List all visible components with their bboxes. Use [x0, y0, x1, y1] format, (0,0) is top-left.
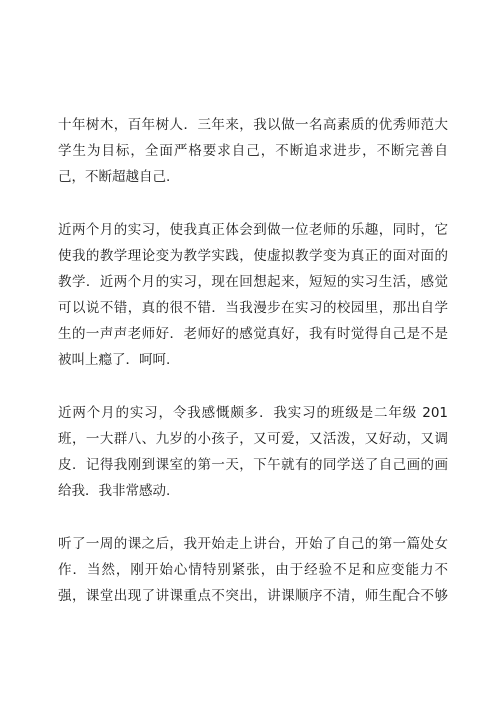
- paragraph-line: 皮．记得我刚到课室的第一天，下午就有的同学送了自己画的画: [58, 457, 448, 473]
- paragraph-4: [58, 531, 448, 609]
- paragraph-line: 班，一大群八、九岁的小孩子，又可爱，又活泼，又好动，又调: [58, 431, 448, 447]
- paragraph-2: [58, 217, 448, 373]
- paragraph-line: 生的一声声老师好．老师好的感觉真好，我有时觉得自己是不是: [58, 326, 448, 342]
- paragraph-1: [58, 112, 448, 190]
- paragraph-line: 强，课堂出现了讲课重点不突出，讲课顺序不清，师生配合不够: [58, 588, 448, 604]
- document-body: [58, 112, 448, 636]
- paragraph-line: 作．当然，刚开始心情特别紧张，由于经验不足和应变能力不: [58, 562, 448, 578]
- paragraph-line: 可以说不错，真的很不错．当我漫步在实习的校园里，那出自学: [58, 300, 448, 316]
- paragraph-line: 被叫上瘾了．呵呵.: [58, 352, 171, 368]
- paragraph-line: 学生为目标，全面严格要求自己，不断追求进步，不断完善自: [58, 143, 448, 159]
- paragraph-3: [58, 400, 448, 504]
- paragraph-line: 近两个月的实习，使我真正体会到做一位老师的乐趣，同时，它: [58, 222, 448, 238]
- paragraph-line: 使我的教学理论变为教学实践，使虚拟教学变为真正的面对面的: [58, 248, 448, 264]
- paragraph-line: 听了一周的课之后，我开始走上讲台，开始了自己的第一篇处女: [58, 536, 448, 552]
- paragraph-line: 给我．我非常感动.: [58, 483, 171, 499]
- paragraph-line: 近两个月的实习，令我感慨颇多．我实习的班级是二年级 201: [58, 405, 448, 421]
- paragraph-line: 教学．近两个月的实习，现在回想起来，短短的实习生活，感觉: [58, 274, 448, 290]
- paragraph-line: 己，不断超越自己.: [58, 169, 171, 185]
- paragraph-line: 十年树木，百年树人．三年来，我以做一名高素质的优秀师范大: [58, 117, 448, 133]
